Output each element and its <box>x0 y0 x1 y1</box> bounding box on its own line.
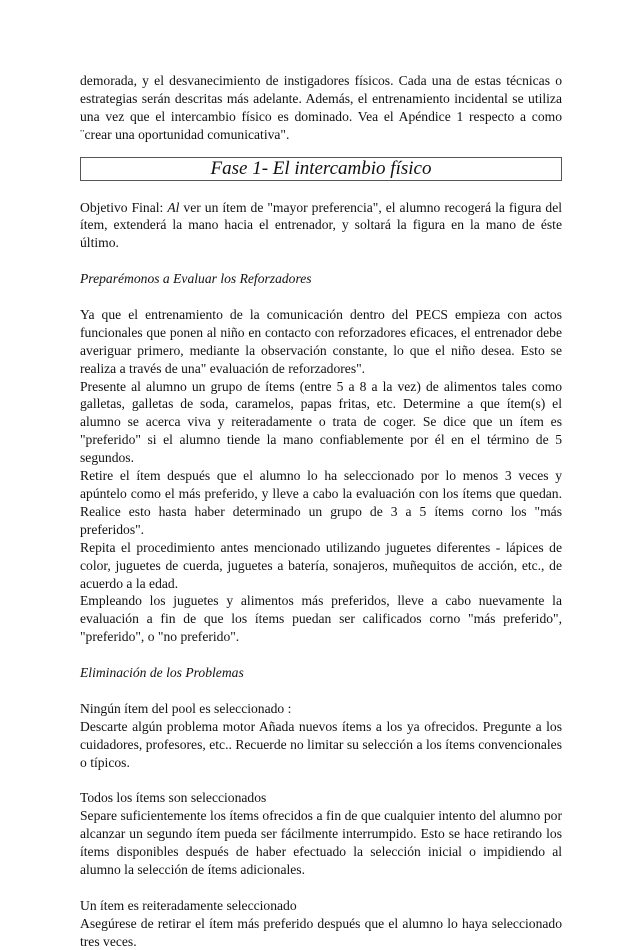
problem-text: Descarte algún problema motor Añada nuevos ítems a los ya ofrecidos. Pregunte a los cuidadores, profesores, etc.. Recuerde no limitar su selección a los ítems convencionales o típicos. <box>80 718 562 770</box>
objective-label: Objetivo Final: <box>80 199 168 215</box>
problem-item <box>80 897 562 950</box>
objective-paragraph <box>80 199 562 253</box>
problem-item <box>80 789 562 879</box>
objective-text: ver un ítem de "mayor preferencia", el alumno recogerá la figura del ítem, extenderá la mano hacia el entrenador, y soltará la figura en la mano de éste último. <box>80 199 563 251</box>
reinforcers-body <box>80 306 562 646</box>
problem-item <box>80 700 562 772</box>
intro-paragraph: demorada, y el desvanecimiento de instigadores físicos. Cada una de estas técnicas o estrategias serán descritas más adelante. Además, el entrenamiento incidental se utiliza una vez que el intercambio físico es dominado. Vea el Apéndice 1 respecto a como ¨crear una oportunidad comunicativa". <box>80 73 562 142</box>
section-title: Fase 1- El intercambio físico <box>210 157 432 179</box>
problem-text: Asegúrese de retirar el ítem más preferido después que el alumno lo haya seleccionado tres veces. <box>80 915 562 949</box>
reinforcers-paragraph: Empleando los juguetes y alimentos más preferidos, lleve a cabo nuevamente la evaluación a fin de que los ítems puedan ser calificados corno "más preferido", "preferido", o "no preferido". <box>80 593 562 645</box>
document-page <box>80 72 562 950</box>
reinforcers-paragraph: Ya que el entrenamiento de la comunicación dentro del PECS empieza con actos funcionales que ponen al niño en contacto con reforzadores eficaces, el entrenador debe averiguar primero, mediante la observación constante, lo que el niño desea. Esto se realiza a través de una" evaluación de reforzadores". <box>80 306 562 376</box>
problem-title: Ningún ítem del pool es seleccionado : <box>80 700 292 716</box>
reinforcers-paragraph: Repita el procedimiento antes mencionado utilizando juguetes diferentes - lápices de color, juguetes de cuerda, juguetes a batería, sonajeros, muñequitos de acción, etc., de acuerdo a la edad. <box>80 539 562 591</box>
section-title-box <box>80 157 562 181</box>
reinforcers-paragraph: Presente al alumno un grupo de ítems (entre 5 a 8 a la vez) de alimentos tales como galletas, galletas de soda, caramelos, papas fritas, etc. Determine a que ítem(s) el alumno se acerca viva y reiteradamente o trata de coger. Se dice que un ítem es "preferido" si el alumno tiende la mano confiablemente por él en el término de 5 segundos. <box>80 378 562 466</box>
problem-title: Un ítem es reiteradamente seleccionado <box>80 897 297 913</box>
problem-title: Todos los ítems son seleccionados <box>80 790 267 806</box>
reinforcers-heading: Preparémonos a Evaluar los Reforzadores <box>80 271 312 287</box>
problems-heading: Eliminación de los Problemas <box>80 665 244 681</box>
objective-lead: Al <box>167 199 180 215</box>
reinforcers-paragraph: Retire el ítem después que el alumno lo ha seleccionado por lo menos 3 veces y apúntelo como el más preferido, y lleve a cabo la evaluación con los ítems que quedan. Realice esto hasta haber determinado un grupo de 3 a 5 ítems corno los "más preferidos". <box>80 468 562 537</box>
problem-text: Separe suficientemente los ítems ofrecidos a fin de que cualquier intento del alumno por alcanzar un segundo ítem pueda ser fácilmente interrumpido. Esto se hace retirando los ítems disponibles después de haber efectuado la selección inicial o impidiendo al alumno la selección de ítems adicionales. <box>80 808 562 877</box>
